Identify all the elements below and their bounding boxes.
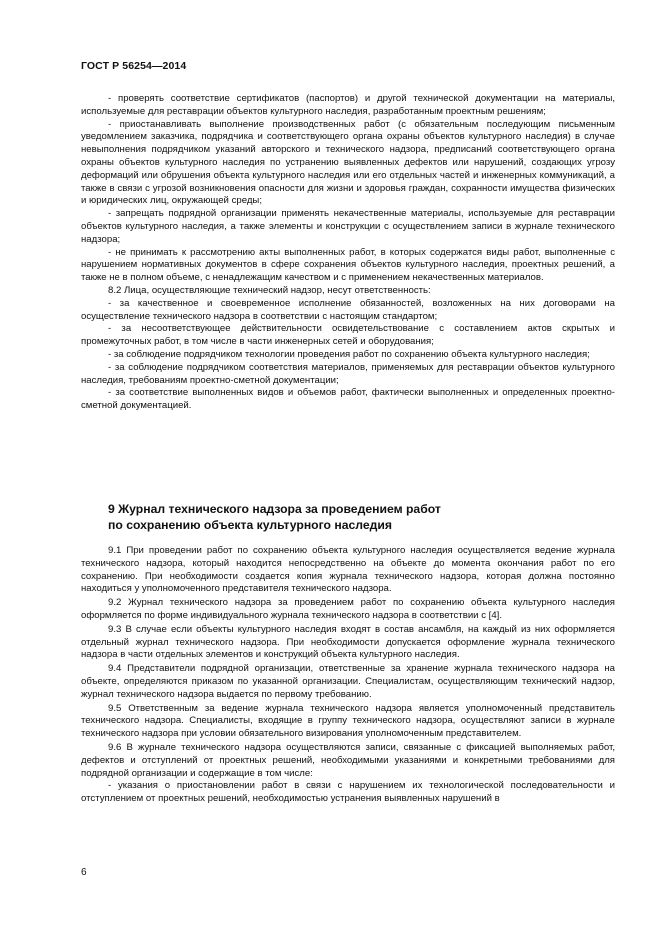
section-heading	[108, 501, 441, 533]
paragraph: - приостанавливать выполнение производственных работ (с обязательным последующим письменным уведомлением заказчика, подрядчика и соответствующего органа охраны объектов культурного наследия) в случае невыполнения подрядчиком указаний авторского и технического надзора, предписаний соответствующего органа охраны объектов культурного наследия по устранению выявленных дефектов или нарушений, создающих угрозу деформаций или обрушения объекта культурного наследия или его отдельных частей и инженерных коммуникаций, а также в связи с угрозой возникновения опасности для жизни и здоровья граждан, сохранности имущества физических и юридических лиц, окружающей среды;	[81, 118, 615, 207]
paragraph: - за соблюдение подрядчиком технологии проведения работ по сохранению объекта культурного наследия;	[108, 348, 590, 360]
paragraph: 8.2 Лица, осуществляющие технический надзор, несут ответственность:	[108, 284, 431, 296]
paragraph: - проверять соответствие сертификатов (паспортов) и другой технической документации на материалы, используемые для реставрации объектов культурного наследия, разработанным проектным решениям;	[81, 93, 615, 117]
document-id: ГОСТ Р 56254—2014	[81, 60, 187, 72]
paragraph: 9.1 При проведении работ по сохранению объекта культурного наследия осуществляется ведение журнала технического надзора, который находится непосредственно на объекте до момента окончания работ по его сохранению. При необходимости создается копия журнала технического надзора, которая должна постоянно находиться у уполномоченного представителя технического надзора.	[81, 545, 615, 595]
section-heading-line-2: по сохранению объекта культурного наследия	[108, 518, 392, 532]
paragraph: - указания о приостановлении работ в связи с нарушением их технологической последовательности и отступлением от проектных решений, необходимостью устранения выявленных нарушений в	[81, 780, 615, 805]
paragraph: - за качественное и своевременное исполнение обязанностей, возложенных на них договорами на осуществление технического надзора в соответствии с настоящим стандартом;	[81, 297, 615, 322]
journal-section	[81, 545, 615, 806]
paragraph: 9.6 В журнале технического надзора осуществляются записи, связанные с фиксацией выполняемых работ, дефектов и отступлений от проектных решений, необходимыми указаниями и конкретными требованиями для подрядной организации и содержащие в том числе:	[81, 741, 615, 779]
paragraph: - за соответствие выполненных видов и объемов работ, фактически выполненных и определенных проектно-сметной документацией.	[81, 387, 615, 412]
paragraph: - за соблюдение подрядчиком соответствия материалов, применяемых для реставрации объектов культурного наследия, требованиям проектно-сметной документации;	[81, 361, 615, 386]
paragraph: - за несоответствующее действительности освидетельствование с составлением актов скрытых и промежуточных работ, в том числе в части инженерных сетей и оборудования;	[81, 323, 615, 348]
section-heading-line-1: 9 Журнал технического надзора за проведением работ	[108, 502, 441, 516]
paragraph: 9.5 Ответственным за ведение журнала технического надзора является уполномоченный представитель технического надзора. Специалисты, входящие в группу технического надзора, осуществляют записи в журнале технического надзора при условии обязательного визирования уполномоченным представителем.	[81, 702, 615, 740]
paragraph: 9.4 Представители подрядной организации, ответственные за хранение журнала технического надзора на объекте, определяются приказом по указанной организации. Специалистам, осуществляющим технический надзор, журнал технического надзора выдается по первому требованию.	[81, 663, 615, 700]
paragraph: - не принимать к рассмотрению акты выполненных работ, в которых содержатся виды работ, выполненные с нарушением нормативных документов в сфере сохранения объектов культурного наследия, проектных решений, а также не в полном объеме, с ненадлежащим качеством и с применением некачественных материалов.	[81, 246, 615, 284]
paragraph: - запрещать подрядной организации применять некачественные материалы, используемые для реставрации объектов культурного наследия, а также элементы и конструкции с осуществлением записи в журнале технического надзора;	[81, 208, 615, 245]
page-number: 6	[81, 867, 87, 878]
paragraph: 9.2 Журнал технического надзора за проведением работ по сохранению объекта культурного наследия оформляется по форме индивидуального журнала технического надзора в соответствии с [4].	[81, 597, 615, 621]
paragraph: 9.3 В случае если объекты культурного наследия входят в состав ансамбля, на каждый из них оформляется отдельный журнал технического надзора. При необходимости допускается оформление журнала технического надзора в части отдельных элементов и конструкций объекта культурного наследия.	[81, 623, 615, 661]
responsibilities-section	[81, 93, 615, 413]
